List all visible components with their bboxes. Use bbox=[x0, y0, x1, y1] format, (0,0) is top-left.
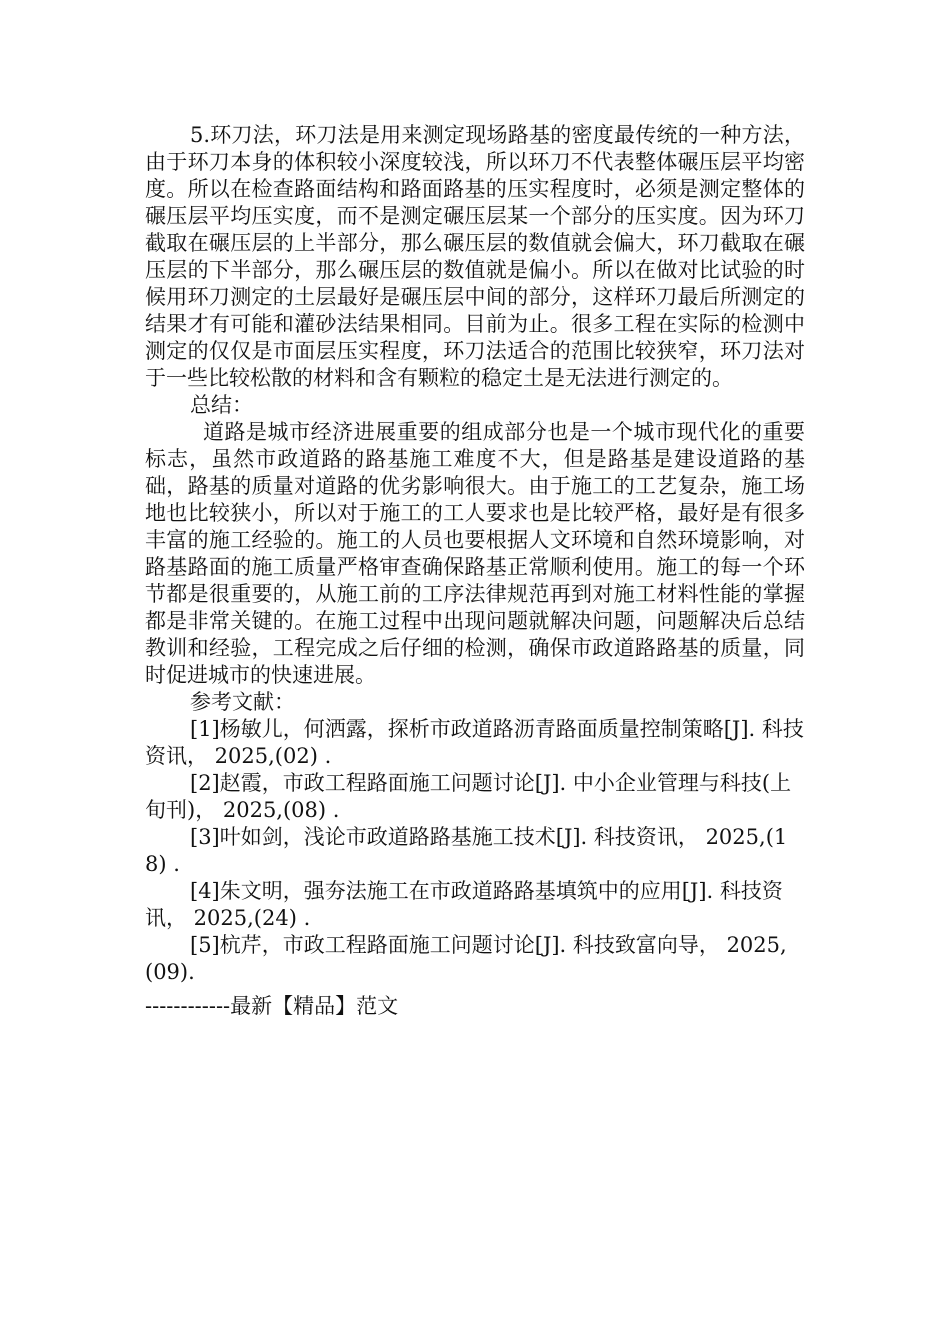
body-paragraph-ring-knife-method: 5.环刀法，环刀法是用来测定现场路基的密度最传统的一种方法，由于环刀本身的体积较小深度较浅，所以环刀不代表整体碾压层平均密度。所以在检查路面结构和路面路基的压实程度时，必须是测定整体的碾压层平均压实度，而不是测定碾压层某一个部分的压实度。因为环刀截取在碾压层的上半部分，那么碾压层的数值就会偏大，环刀截取在碾压层的下半部分，那么碾压层的数值就是偏小。所以在做对比试验的时候用环刀测定的土层最好是碾压层中间的部分，这样环刀最后所测定的结果才有可能和灌砂法结果相同。目前为止。很多工程在实际的检测中测定的仅仅是市面层压实程度，环刀法适合的范围比较狭窄，环刀法对于一些比较松散的材料和含有颗粒的稳定土是无法进行测定的。 bbox=[145, 123, 805, 390]
reference-item: [2]赵霞，市政工程路面施工问题讨论[J]. 中小企业管理与科技(上旬刊)， 2025,(08) . bbox=[145, 771, 792, 822]
reference-item: [1]杨敏儿，何洒露，探析市政道路沥青路面质量控制策略[J]. 科技资讯， 2025,(02) . bbox=[145, 717, 804, 768]
reference-item: [5]杭芹，市政工程路面施工问题讨论[J]. 科技致富向导， 2025,(09). bbox=[145, 933, 787, 984]
reference-item: [4]朱文明，强夯法施工在市政道路路基填筑中的应用[J]. 科技资讯， 2025,(24) . bbox=[145, 879, 783, 930]
summary-paragraph: 道路是城市经济进展重要的组成部分也是一个城市现代化的重要标志，虽然市政道路的路基施工难度不大，但是路基是建设道路的基础，路基的质量对道路的优劣影响很大。由于施工的工艺复杂，施工场地也比较狭小，所以对于施工的工人要求也是比较严格，最好是有很多丰富的施工经验的。施工的人员也要根据人文环境和自然环境影响，对路基路面的施工质量严格审查确保路基正常顺利使用。施工的每一个环节都是很重要的，从施工前的工序法律规范再到对施工材料性能的掌握都是非常关键的。在施工过程中出现问题就解决问题，问题解决后总结教训和经验，工程完成之后仔细的检测，确保市政道路路基的质量，同时促进城市的快速进展。 bbox=[145, 420, 805, 687]
reference-list bbox=[145, 716, 805, 986]
references-heading: 参考文献： bbox=[190, 690, 295, 714]
reference-item: [3]叶如剑，浅论市政道路路基施工技术[J]. 科技资讯， 2025,(18) . bbox=[145, 825, 788, 876]
document-body bbox=[145, 122, 805, 986]
footer-banner: ------------最新【精品】范文 bbox=[145, 994, 399, 1018]
summary-heading: 总结： bbox=[190, 393, 253, 417]
